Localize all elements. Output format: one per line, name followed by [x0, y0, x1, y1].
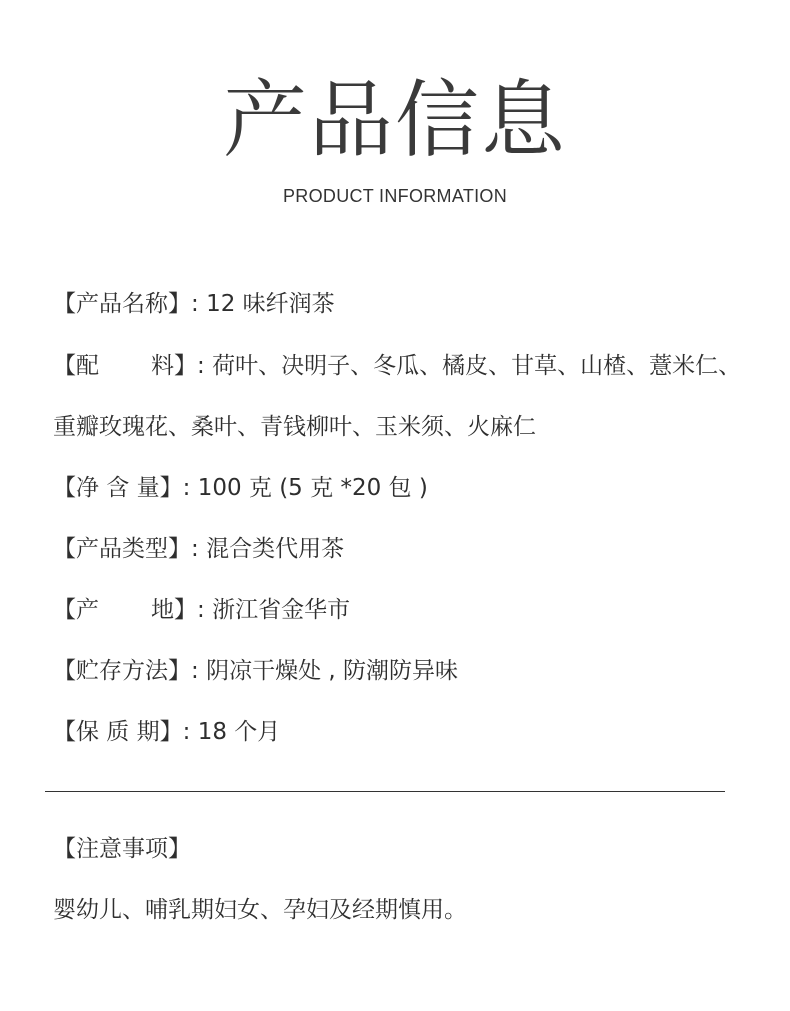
net-value: 100 克 (5 克 *20 包 ) [197, 475, 428, 501]
net-label: 【净 含 量】: [53, 475, 191, 501]
info-row-ingredients-cont [53, 410, 536, 444]
info-row-net [53, 471, 428, 505]
info-row-shelf-life [53, 715, 280, 749]
page-title: 产品信息 [222, 71, 567, 169]
section-divider [45, 791, 725, 792]
origin-value: 浙江省金华市 [212, 597, 351, 623]
ingredients-label-open: 【配 [53, 353, 99, 379]
info-row-name [53, 287, 335, 321]
ingredients-value-line1: 荷叶、决明子、冬瓜、橘皮、甘草、山楂、薏米仁、 [212, 353, 742, 379]
ingredients-value-line2: 重瓣玫瑰花、桑叶、青钱柳叶、玉米须、火麻仁 [53, 414, 536, 440]
shelf-value: 18 个月 [197, 719, 281, 745]
info-row-ingredients [53, 349, 741, 383]
info-row-storage [53, 654, 458, 688]
page-subtitle: PRODUCT INFORMATION [282, 186, 508, 206]
name-label: 【产品名称】: [53, 291, 199, 317]
notice-text: 婴幼儿、哺乳期妇女、孕妇及经期慎用。 [53, 897, 467, 923]
ingredients-label-close: 料】: [151, 353, 205, 379]
info-row-origin [53, 593, 350, 627]
origin-label-close: 地】: [151, 597, 205, 623]
type-label: 【产品类型】: [53, 536, 199, 562]
type-value: 混合类代用茶 [206, 536, 345, 562]
notice-heading: 【注意事项】 [53, 836, 191, 862]
info-row-type [53, 532, 344, 566]
shelf-label: 【保 质 期】: [53, 719, 191, 745]
origin-label-open: 【产 [53, 597, 99, 623]
storage-label: 【贮存方法】: [53, 658, 199, 684]
name-value: 12 味纤润茶 [206, 291, 335, 317]
storage-value: 阴凉干燥处 , 防潮防异味 [206, 658, 458, 684]
